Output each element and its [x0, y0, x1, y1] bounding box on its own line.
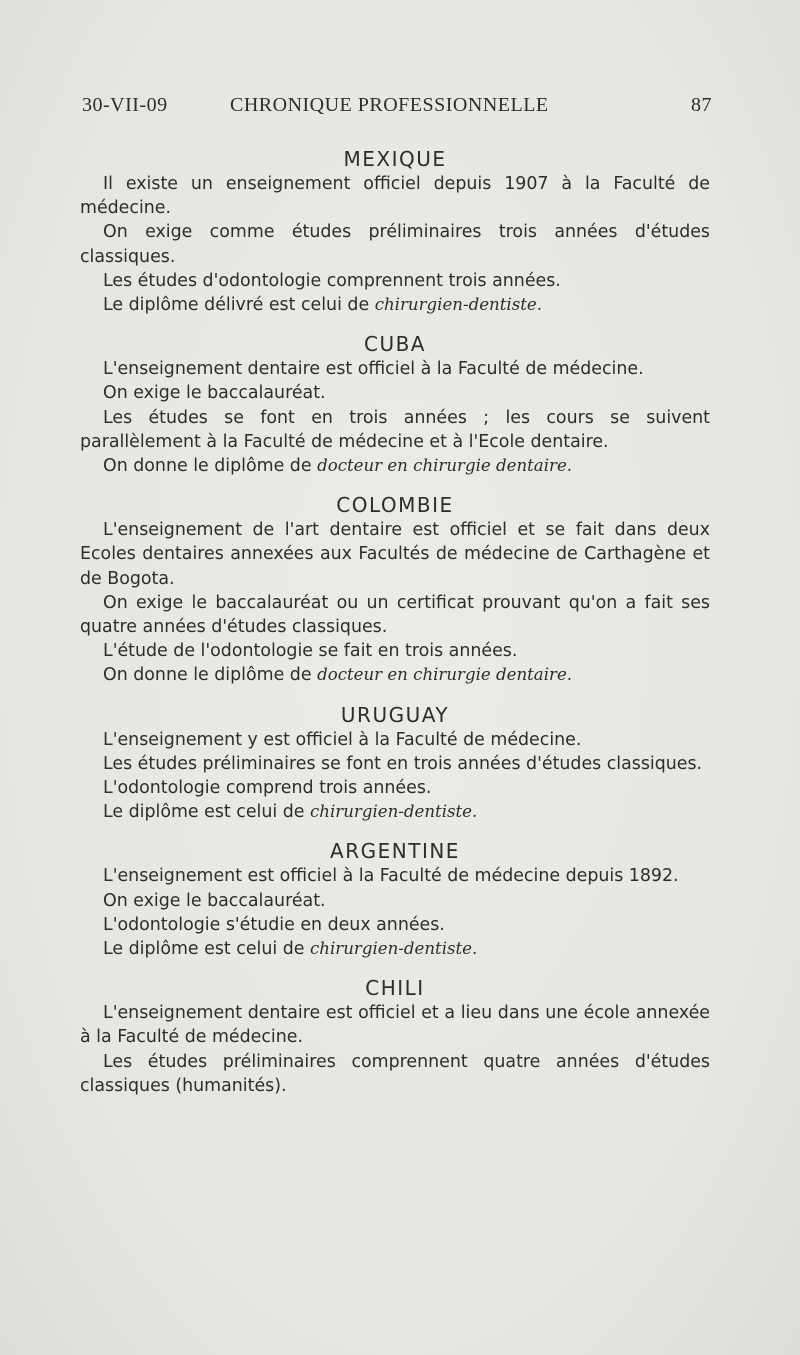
- paragraph-text: On donne le diplôme de: [103, 456, 318, 477]
- paragraph-text: On donne le diplôme de: [103, 665, 318, 686]
- paragraph: [80, 663, 710, 687]
- section-colombie: [80, 488, 710, 687]
- section-heading: CHILI: [365, 976, 425, 1001]
- paragraph-text: On exige le baccalauréat.: [103, 383, 326, 404]
- section-heading: CUBA: [363, 332, 426, 357]
- diploma-title: chirurgien-dentiste.: [310, 802, 478, 822]
- paragraph: [80, 728, 710, 752]
- paragraph-text: Les études préliminaires se font en trois années d'études classiques.: [103, 753, 703, 774]
- paragraph: [80, 518, 710, 591]
- paragraph-text: On exige le baccalauréat ou un certificat prouvant qu'on a fait ses quatre années d'études classiques.: [80, 592, 710, 638]
- paragraph: [80, 406, 710, 454]
- paragraph-text: Le diplôme délivré est celui de: [103, 295, 375, 316]
- section-heading: MEXIQUE: [343, 147, 447, 171]
- paragraph: [80, 937, 710, 961]
- paragraph: [80, 752, 710, 776]
- diploma-title: docteur en chirurgie dentaire.: [317, 665, 573, 685]
- paragraph: [80, 454, 710, 478]
- paragraph: [80, 889, 710, 913]
- paragraph: [80, 591, 710, 639]
- paragraph: [80, 1001, 710, 1049]
- paragraph: [80, 172, 710, 220]
- paragraph-text: Il existe un enseignement officiel depuis 1907 à la Faculté de médecine.: [80, 174, 710, 219]
- paragraph: [80, 381, 710, 405]
- section-heading: ARGENTINE: [330, 839, 460, 864]
- paragraph: [80, 269, 710, 293]
- diploma-title: chirurgien-dentiste.: [374, 295, 542, 315]
- section-heading: URUGUAY: [340, 702, 450, 727]
- paragraph: [80, 293, 710, 317]
- paragraph: [80, 220, 710, 268]
- paragraph-text: L'étude de l'odontologie se fait en trois années.: [103, 641, 518, 662]
- section-argentine: [80, 834, 710, 961]
- paragraph: [80, 913, 710, 937]
- paragraph: [80, 864, 710, 888]
- paragraph-text: Le diplôme est celui de: [103, 939, 311, 960]
- paragraph-text: Les études d'odontologie comprennent trois années.: [103, 270, 561, 291]
- paragraph: [80, 1050, 710, 1098]
- paragraph-text: L'odontologie s'étudie en deux années.: [103, 914, 445, 935]
- header-title: CHRONIQUE PROFESSIONNELLE: [230, 94, 549, 116]
- running-header: [82, 94, 712, 122]
- diploma-title: docteur en chirurgie dentaire.: [317, 456, 573, 476]
- page-number: 87: [691, 94, 712, 116]
- paragraph-text: L'odontologie comprend trois années.: [103, 778, 432, 799]
- paragraph-text: On exige comme études préliminaires trois années d'études classiques.: [80, 222, 710, 267]
- diploma-title: chirurgien-dentiste.: [310, 939, 478, 959]
- paragraph-text: Le diplôme est celui de: [103, 802, 311, 823]
- paragraph-text: L'enseignement dentaire est officiel et a lieu dans une école annexée à la Faculté de médecine.: [80, 1003, 710, 1048]
- section-chili: [80, 971, 710, 1098]
- paragraph-text: Les études préliminaires comprennent quatre années d'études classiques (humanités).: [80, 1051, 710, 1096]
- header-date: 30-VII-09: [82, 94, 168, 116]
- paragraph-text: L'enseignement dentaire est officiel à la Faculté de médecine.: [103, 359, 644, 380]
- paragraph: [80, 357, 710, 381]
- paragraph: [80, 639, 710, 663]
- paragraph-text: Les études se font en trois années ; les cours se suivent parallèlement à la Faculté de médecine et à l'Ecole dentaire.: [80, 407, 710, 452]
- paragraph-text: On exige le baccalauréat.: [103, 890, 326, 911]
- paragraph-text: L'enseignement est officiel à la Faculté de médecine depuis 1892.: [103, 866, 679, 887]
- section-cuba: [80, 327, 710, 478]
- page-body: [80, 142, 710, 1108]
- paragraph-text: L'enseignement y est officiel à la Faculté de médecine.: [103, 729, 582, 750]
- paragraph: [80, 776, 710, 800]
- paragraph: [80, 800, 710, 824]
- paragraph-text: L'enseignement de l'art dentaire est officiel et se fait dans deux Ecoles dentaires annexées aux Facultés de médecine de Carthagène et de Bogota.: [80, 520, 710, 589]
- section-mexique: [80, 142, 710, 317]
- section-heading: COLOMBIE: [336, 493, 454, 518]
- section-uruguay: [80, 698, 710, 825]
